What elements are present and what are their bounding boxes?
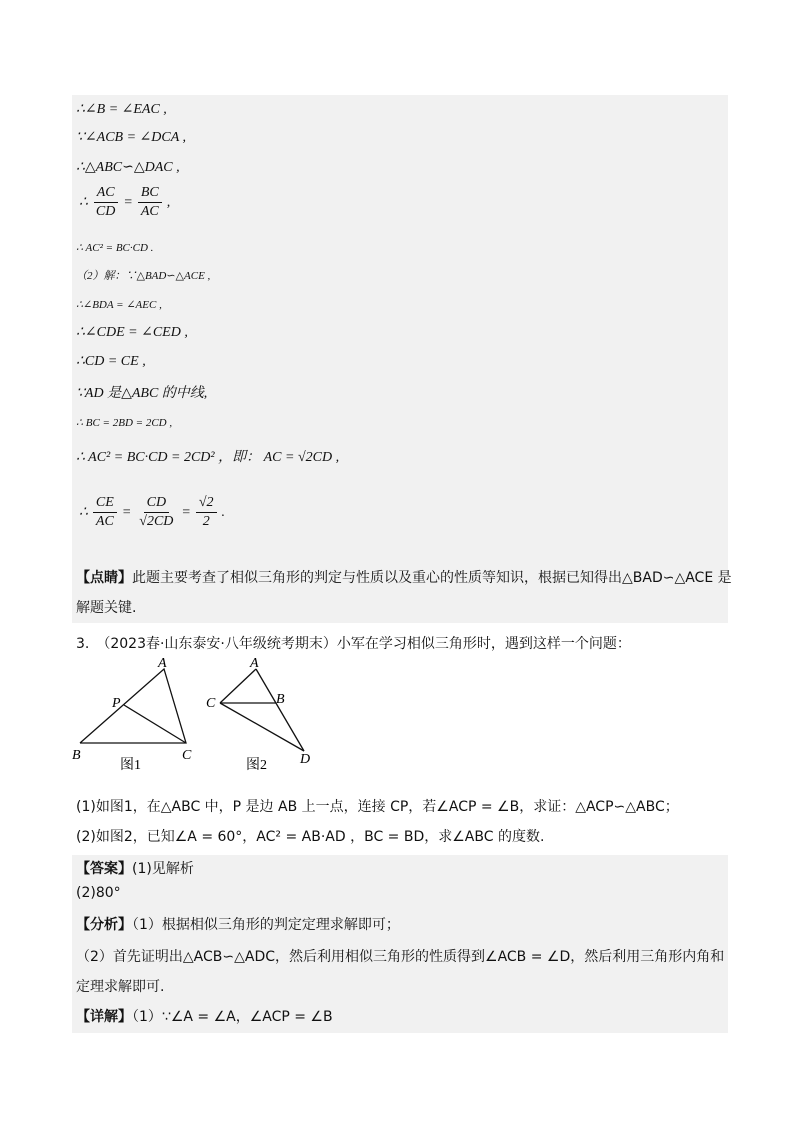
fraction-ce-ac — [93, 494, 117, 531]
fraction-denominator: AC — [140, 204, 159, 219]
solution-line-10: ∵AD 是△ABC 的中线, — [76, 386, 208, 401]
figure-1-triangle — [68, 655, 208, 775]
fig1-caption: 图1 — [120, 758, 141, 773]
fraction-cd-root2cd — [136, 494, 176, 531]
equals-sign: = — [123, 194, 133, 210]
solution-line-6: （2）解：∵△BAD∽△ACE , — [76, 270, 211, 282]
fig2-label-c: C — [206, 696, 216, 711]
fraction-ac-cd — [93, 184, 118, 221]
fig2-label-b: B — [276, 692, 285, 707]
dianjing-text: 此题主要考查了相似三角形的判定与性质以及重心的性质等知识，根据已知得出△BAD∽△ACE 是 — [132, 570, 732, 586]
fig1-label-c: C — [182, 748, 192, 763]
fraction-denominator: 2 — [202, 514, 210, 529]
equals-sign: = — [121, 504, 132, 520]
detail-label: 【详解】 — [76, 1009, 132, 1025]
solution-line-8: ∴∠CDE = ∠CED , — [76, 325, 188, 340]
detail-line-1 — [76, 1007, 333, 1027]
fraction-root2-2 — [196, 494, 217, 531]
problem-3-stem: 3. （2023春·山东泰安·八年级统考期末）小军在学习相似三角形时，遇到这样一个问题： — [76, 636, 631, 652]
fig1-label-p: P — [112, 696, 121, 711]
dianjing-line-2: 解题关键. — [76, 600, 137, 616]
fig2-label-a: A — [250, 656, 259, 671]
fraction-denominator: AC — [95, 514, 114, 529]
fig2-caption: 图2 — [246, 758, 267, 773]
fraction-denominator: CD — [95, 204, 116, 219]
analysis-label: 【分析】 — [76, 917, 132, 933]
dianjing-line-1 — [76, 568, 732, 588]
solution-line-9: ∴CD = CE , — [76, 354, 146, 369]
fraction-numerator: CD — [144, 494, 169, 513]
solution-line-12: ∴ AC² = BC·CD = 2CD² ，即： AC = √2CD , — [76, 450, 340, 465]
fraction-numerator: BC — [138, 184, 162, 203]
solution-line-4 — [76, 184, 173, 221]
problem-3-question-1: (1)如图1，在△ABC 中，P 是边 AB 上一点，连接 CP，若∠ACP = ∠B，求证：△ACP∽△ABC； — [76, 799, 679, 815]
fraction-numerator: CE — [93, 494, 117, 513]
equals-sign: = — [181, 504, 191, 520]
fig1-label-b: B — [72, 748, 81, 763]
fraction-numerator: √2 — [196, 494, 217, 513]
therefore-symbol: ∴ — [79, 194, 88, 210]
solution-line-5: ∴ AC² = BC·CD . — [76, 242, 154, 254]
analysis-line-3: 定理求解即可. — [76, 979, 165, 995]
fig1-label-a: A — [158, 656, 167, 671]
answer-label: 【答案】 — [76, 861, 132, 877]
fig2-label-d: D — [300, 752, 311, 767]
therefore-symbol: ∴ — [79, 504, 88, 520]
analysis-line-2: （2）首先证明出△ACB∽△ADC，然后利用相似三角形的性质得到∠ACB = ∠D，然后利用三角形内角和 — [76, 949, 725, 965]
solution-line-13 — [76, 494, 228, 531]
solution-line-7: ∴∠BDA = ∠AEC , — [76, 299, 162, 311]
comma: , — [166, 194, 171, 210]
solution-line-11: ∴ BC = 2BD = 2CD , — [76, 417, 173, 429]
analysis-line-1 — [76, 915, 400, 935]
figure-2-triangles — [200, 655, 330, 775]
analysis-text-1: （1）根据相似三角形的判定定理求解即可； — [132, 917, 400, 933]
solution-line-1: ∴∠B = ∠EAC , — [76, 102, 167, 117]
fraction-denominator: √2CD — [139, 514, 174, 529]
answer-line-1 — [76, 859, 194, 879]
problem-3-question-2: (2)如图2，已知∠A = 60°，AC² = AB·AD ，BC = BD，求∠ABC 的度数. — [76, 829, 545, 845]
fraction-numerator: AC — [94, 184, 118, 203]
answer-line-2: (2)80° — [76, 885, 121, 901]
dianjing-label: 【点睛】 — [76, 570, 132, 586]
solution-line-3: ∴△ABC∽△DAC , — [76, 160, 180, 175]
detail-text: （1）∵∠A = ∠A，∠ACP = ∠B — [132, 1009, 333, 1025]
solution-line-2: ∵∠ACB = ∠DCA , — [76, 130, 187, 145]
fraction-bc-ac — [138, 184, 162, 221]
answer-1: (1)见解析 — [132, 861, 194, 877]
period: . — [221, 504, 226, 520]
